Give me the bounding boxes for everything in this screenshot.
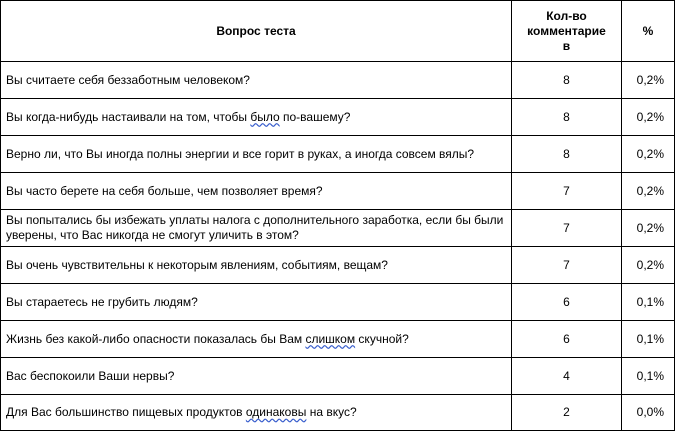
count-cell: 2 bbox=[512, 395, 622, 431]
percent-cell: 0,2% bbox=[622, 247, 675, 284]
question-text: Вы когда-нибудь настаивали на том, чтобы bbox=[6, 109, 251, 124]
question-text: скучной? bbox=[355, 331, 409, 346]
percent-cell: 0,1% bbox=[622, 321, 675, 358]
table-row bbox=[1, 210, 675, 247]
percent-cell: 0,2% bbox=[622, 173, 675, 210]
spellcheck-underlined-word: слишком bbox=[305, 331, 356, 346]
table-row bbox=[1, 99, 675, 136]
count-cell: 8 bbox=[512, 99, 622, 136]
question-text: Для Вас большинство пищевых продуктов bbox=[6, 405, 246, 419]
header-count-line3: в bbox=[562, 38, 571, 53]
question-text: на вкус? bbox=[306, 405, 357, 419]
count-cell: 7 bbox=[512, 247, 622, 284]
header-question: Вопрос теста bbox=[1, 1, 512, 62]
table-header-row bbox=[1, 1, 675, 62]
count-cell: 6 bbox=[512, 284, 622, 321]
question-text: Жизнь без какой-либо опасности показалась бы Вам bbox=[6, 331, 306, 346]
percent-cell: 0,2% bbox=[622, 62, 675, 99]
table-row bbox=[1, 321, 675, 358]
table-row bbox=[1, 284, 675, 321]
question-cell bbox=[1, 99, 512, 136]
question-cell: Вы считаете себя беззаботным человеком? bbox=[1, 62, 512, 99]
question-cell: Вы часто берете на себя больше, чем позволяет время? bbox=[1, 173, 512, 210]
question-cell: Верно ли, что Вы иногда полны энергии и все горит в руках, а иногда совсем вялы? bbox=[1, 136, 512, 173]
percent-cell: 0,2% bbox=[622, 99, 675, 136]
header-count-line1: Кол-во bbox=[546, 8, 587, 23]
header-count-line2: комментарие bbox=[527, 23, 606, 38]
question-cell: Вас беспокоили Ваши нервы? bbox=[1, 358, 512, 395]
percent-cell: 0,0% bbox=[622, 395, 675, 431]
table-row bbox=[1, 247, 675, 284]
count-cell: 7 bbox=[512, 210, 622, 247]
question-cell: Вы попытались бы избежать уплаты налога с дополнительного заработка, если бы были уверены, что Вас никогда не смогут уличить в этом? bbox=[1, 210, 512, 247]
percent-cell: 0,1% bbox=[622, 358, 675, 395]
table-row bbox=[1, 136, 675, 173]
question-cell bbox=[1, 395, 512, 431]
question-text: по-вашему? bbox=[279, 109, 351, 124]
count-cell: 8 bbox=[512, 136, 622, 173]
spellcheck-underlined-word: было bbox=[250, 109, 280, 124]
header-count bbox=[512, 1, 622, 62]
spellcheck-underlined-word: одинаковы bbox=[245, 405, 307, 419]
table-row bbox=[1, 395, 675, 431]
count-cell: 8 bbox=[512, 62, 622, 99]
percent-cell: 0,2% bbox=[622, 210, 675, 247]
question-cell: Вы очень чувствительны к некоторым явлениям, событиям, вещам? bbox=[1, 247, 512, 284]
count-cell: 6 bbox=[512, 321, 622, 358]
percent-cell: 0,1% bbox=[622, 284, 675, 321]
question-cell: Вы стараетесь не грубить людям? bbox=[1, 284, 512, 321]
table-row bbox=[1, 62, 675, 99]
count-cell: 4 bbox=[512, 358, 622, 395]
question-cell bbox=[1, 321, 512, 358]
header-percent: % bbox=[622, 1, 675, 62]
count-cell: 7 bbox=[512, 173, 622, 210]
table-row bbox=[1, 358, 675, 395]
percent-cell: 0,2% bbox=[622, 136, 675, 173]
table-row bbox=[1, 173, 675, 210]
